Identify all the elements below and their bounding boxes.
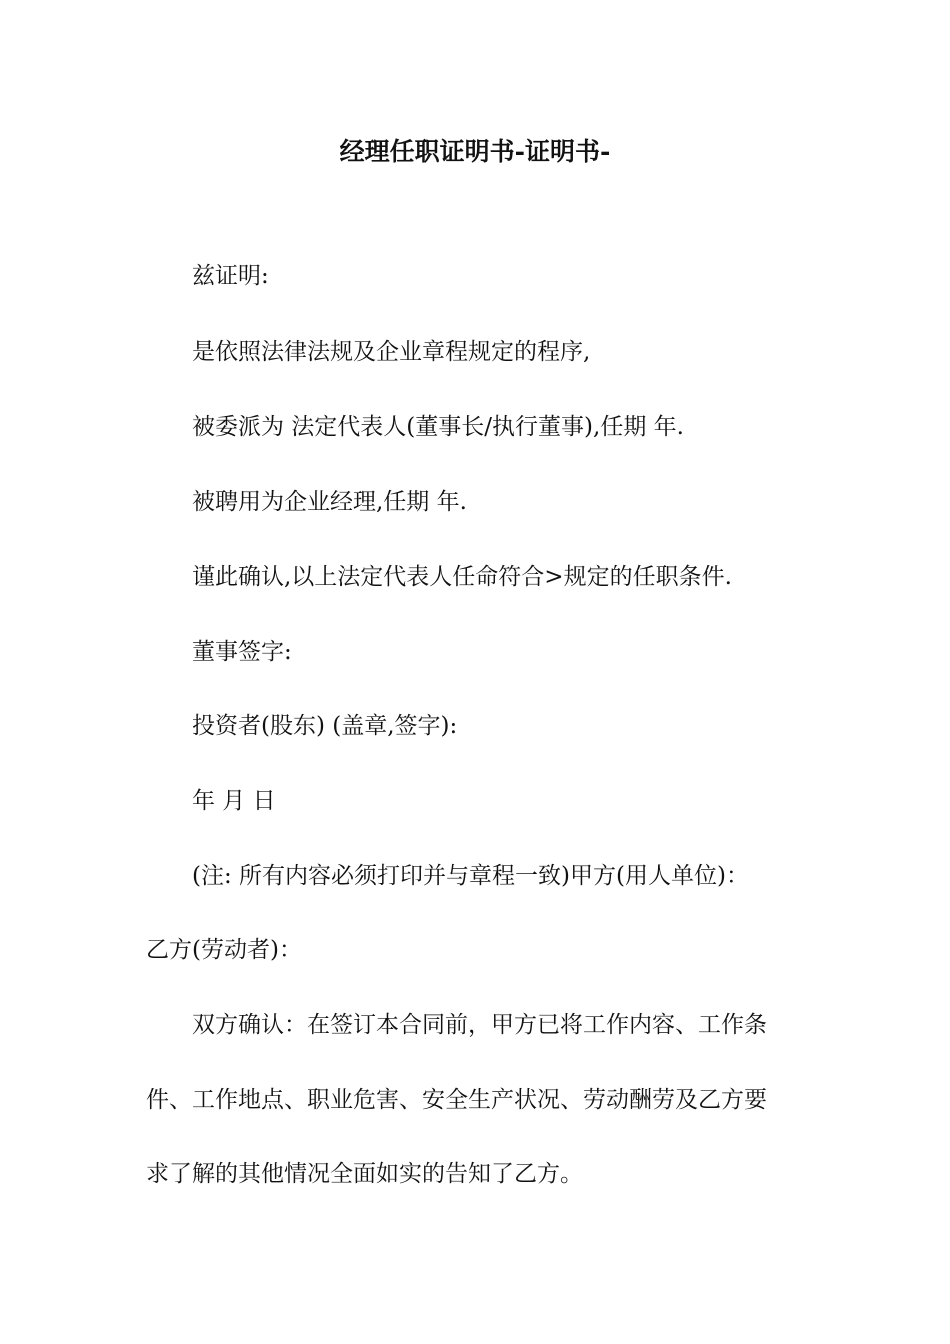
note-party-a-line: (注: 所有内容必须打印并与章程一致)甲方(用人单位)： (192, 863, 749, 889)
party-b-line: 乙方(劳动者)： (146, 937, 302, 963)
mutual-confirm-line-2: 件、工作地点、职业危害、安全生产状况、劳动酬劳及乙方要 (146, 1087, 767, 1113)
body-line-appointed: 被委派为 法定代表人(董事长/执行董事),任期 年. (192, 414, 684, 440)
mutual-confirm-line-1: 双方确认：在签订本合同前，甲方已将工作内容、工作条 (192, 1012, 767, 1038)
mutual-confirm-line-3: 求了解的其他情况全面如实的告知了乙方。 (146, 1161, 583, 1187)
body-line-confirm: 谨此确认,以上法定代表人任命符合>规定的任职条件. (192, 564, 732, 590)
body-line-procedure: 是依照法律法规及企业章程规定的程序, (192, 339, 591, 365)
certify-heading: 兹证明: (192, 263, 269, 289)
date-line: 年 月 日 (192, 788, 276, 814)
body-line-hired: 被聘用为企业经理,任期 年. (192, 489, 467, 515)
investor-signature-label: 投资者(股东) (盖章,签字): (192, 713, 458, 739)
document-title: 经理任职证明书-证明书- (339, 137, 611, 166)
director-signature-label: 董事签字: (192, 639, 292, 665)
